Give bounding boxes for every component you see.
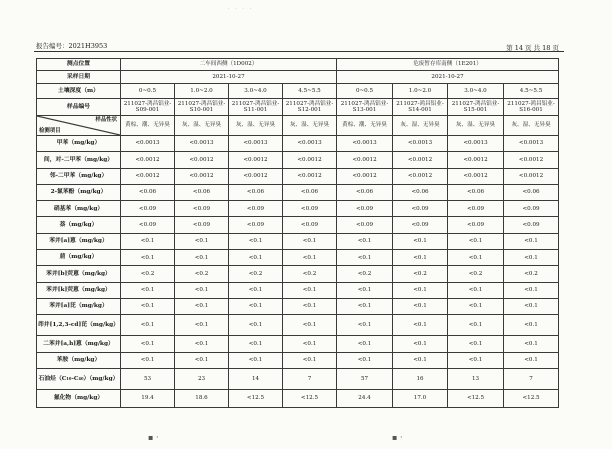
property-cell: 灰、湿、无异臭: [175, 116, 229, 136]
result-cell: <0.1: [121, 315, 175, 336]
analyte-name: 萘（mg/kg）: [37, 217, 121, 233]
result-cell: 24.4: [337, 389, 393, 407]
result-cell: 19.4: [121, 389, 175, 407]
result-cell: <0.0012: [229, 168, 283, 184]
result-cell: <0.09: [448, 217, 504, 233]
result-cell: <0.09: [504, 201, 559, 217]
depth-cell: 1.0~2.0: [393, 84, 448, 99]
sample-cell: 211027-鸿昌铝业-S13-001: [337, 99, 393, 116]
result-cell: <0.1: [393, 233, 448, 249]
result-cell: <0.1: [337, 282, 393, 298]
date-cell: 2021-10-27: [337, 71, 559, 84]
result-cell: <0.1: [175, 315, 229, 336]
result-cell: <0.09: [393, 217, 448, 233]
result-cell: <0.06: [337, 184, 393, 200]
date-row: [37, 71, 559, 84]
soil-test-table: [36, 58, 559, 408]
result-cell: <0.1: [121, 298, 175, 314]
analyte-name: 氟化物（mg/kg）: [37, 389, 121, 407]
result-cell: <0.1: [283, 282, 337, 298]
result-cell: <0.1: [393, 315, 448, 336]
result-cell: <0.0012: [175, 168, 229, 184]
result-cell: <12.5: [229, 389, 283, 407]
depth-cell: 0~0.5: [337, 84, 393, 99]
result-cell: <0.1: [121, 233, 175, 249]
result-cell: <0.1: [175, 282, 229, 298]
result-cell: <0.0013: [229, 136, 283, 152]
result-cell: 7: [283, 368, 337, 389]
date-cell: 2021-10-27: [121, 71, 337, 84]
result-cell: <0.1: [337, 352, 393, 368]
result-cell: <0.09: [393, 201, 448, 217]
result-cell: <0.1: [175, 352, 229, 368]
analyte-name: 硝基苯（mg/kg）: [37, 201, 121, 217]
result-cell: <0.2: [283, 266, 337, 282]
faint-top-mark: · · · ·: [228, 6, 254, 12]
result-cell: <0.1: [229, 282, 283, 298]
sample-cell: 211027-鸿昌铝业-S16-001: [504, 99, 559, 116]
result-cell: <0.2: [337, 266, 393, 282]
result-cell: 17.0: [393, 389, 448, 407]
result-cell: <0.0012: [175, 152, 229, 168]
result-cell: <0.0012: [337, 168, 393, 184]
site-cell: 二车间西侧（1D002）: [121, 59, 337, 71]
result-cell: <0.09: [121, 217, 175, 233]
result-cell: <0.0013: [121, 136, 175, 152]
result-cell: <0.1: [504, 250, 559, 266]
result-cell: <0.0012: [283, 168, 337, 184]
property-row: [37, 116, 559, 136]
analyte-name: 二苯并[a,h]蒽（mg/kg）: [37, 336, 121, 352]
analyte-name: 苯并[a]蒽（mg/kg）: [37, 233, 121, 249]
result-cell: <0.09: [448, 201, 504, 217]
result-cell: <0.1: [393, 352, 448, 368]
result-cell: <0.0013: [283, 136, 337, 152]
analyte-row: [37, 152, 559, 168]
site-label: 测点位置: [37, 59, 121, 71]
result-cell: <0.0012: [121, 168, 175, 184]
sample-cell: 211027-鸿昌铝业-S10-001: [175, 99, 229, 116]
property-cell: 灰、湿、无异臭: [229, 116, 283, 136]
analyte-row: [37, 389, 559, 407]
result-cell: 23: [175, 368, 229, 389]
property-cell: 灰、湿、无异臭: [448, 116, 504, 136]
sample-cell: 211027-鸿昌铝业-S09-001: [121, 99, 175, 116]
sample-cell: 211027-鸿昌铝业-S14-001: [393, 99, 448, 116]
result-cell: <0.1: [121, 282, 175, 298]
result-cell: <0.1: [283, 250, 337, 266]
result-cell: <0.1: [229, 298, 283, 314]
result-cell: <0.1: [121, 336, 175, 352]
result-cell: <0.1: [504, 336, 559, 352]
result-cell: <0.09: [283, 217, 337, 233]
result-cell: <0.1: [448, 315, 504, 336]
result-cell: <0.0012: [448, 152, 504, 168]
date-label: 采样日期: [37, 71, 121, 84]
result-cell: <0.1: [283, 298, 337, 314]
result-cell: <0.0012: [121, 152, 175, 168]
analyte-name: 苯并[b]荧蒽（mg/kg）: [37, 266, 121, 282]
result-cell: <0.1: [393, 336, 448, 352]
property-cell: 黄棕、潮、无异臭: [337, 116, 393, 136]
result-cell: 14: [229, 368, 283, 389]
sample-row: [37, 99, 559, 116]
result-cell: <0.2: [448, 266, 504, 282]
result-cell: <0.0012: [337, 152, 393, 168]
result-cell: <0.09: [229, 217, 283, 233]
result-cell: <0.0013: [504, 136, 559, 152]
analyte-row: [37, 136, 559, 152]
result-cell: <0.1: [175, 298, 229, 314]
result-cell: <0.0013: [337, 136, 393, 152]
result-cell: <0.0012: [504, 152, 559, 168]
footer-mark-left: ▪ ·: [148, 433, 159, 442]
result-cell: <0.1: [175, 250, 229, 266]
result-cell: <0.1: [448, 233, 504, 249]
result-cell: <0.1: [504, 233, 559, 249]
result-cell: <0.09: [175, 201, 229, 217]
result-cell: 53: [121, 368, 175, 389]
result-cell: <0.1: [337, 336, 393, 352]
footer-mark-right: ▪ ·: [392, 433, 403, 442]
result-cell: <0.0013: [448, 136, 504, 152]
depth-row: [37, 84, 559, 99]
analyte-name: 石油烃（C₁₀-C₄₀）（mg/kg）: [37, 368, 121, 389]
analyte-name: 2-氯苯酚（mg/kg）: [37, 184, 121, 200]
result-cell: <0.1: [229, 233, 283, 249]
result-cell: <0.2: [393, 266, 448, 282]
analyte-name: 邻-二甲苯（mg/kg）: [37, 168, 121, 184]
result-cell: <0.1: [448, 250, 504, 266]
analyte-row: [37, 352, 559, 368]
result-cell: <12.5: [448, 389, 504, 407]
result-cell: <0.06: [121, 184, 175, 200]
result-cell: <0.0012: [504, 168, 559, 184]
analyte-row: [37, 368, 559, 389]
result-cell: <0.1: [504, 282, 559, 298]
analyte-row: [37, 298, 559, 314]
table-body: [37, 59, 559, 408]
result-cell: <0.1: [229, 250, 283, 266]
result-cell: <0.0012: [448, 168, 504, 184]
depth-cell: 3.0~4.0: [229, 84, 283, 99]
result-cell: <0.1: [337, 315, 393, 336]
result-cell: <0.0012: [393, 168, 448, 184]
analyte-name: 间，对-二甲苯（mg/kg）: [37, 152, 121, 168]
result-cell: <0.09: [283, 201, 337, 217]
result-cell: <0.1: [393, 282, 448, 298]
sample-cell: 211027-鸿昌铝业-S15-001: [448, 99, 504, 116]
result-cell: 7: [504, 368, 559, 389]
result-cell: <0.1: [229, 352, 283, 368]
test-item-label: 检测项目: [39, 127, 61, 134]
diagonal-header-cell: [37, 116, 121, 136]
result-cell: <0.06: [504, 184, 559, 200]
property-cell: 黄棕、潮、无异臭: [121, 116, 175, 136]
depth-cell: 4.5~5.5: [283, 84, 337, 99]
result-cell: <0.06: [175, 184, 229, 200]
sample-label: 样品编号: [37, 99, 121, 116]
analyte-row: [37, 250, 559, 266]
result-cell: <0.1: [504, 298, 559, 314]
analyte-name: 茚并[1,2,3-cd]芘（mg/kg）: [37, 315, 121, 336]
result-cell: <0.1: [283, 352, 337, 368]
depth-label: 土壤深度（m）: [37, 84, 121, 99]
result-cell: <0.1: [283, 233, 337, 249]
result-cell: 57: [337, 368, 393, 389]
sample-cell: 211027-鸿昌铝业-S11-001: [229, 99, 283, 116]
result-cell: <0.1: [337, 250, 393, 266]
result-cell: <0.0012: [283, 152, 337, 168]
result-cell: <0.09: [504, 217, 559, 233]
depth-cell: 4.5~5.5: [504, 84, 559, 99]
result-cell: <0.1: [229, 336, 283, 352]
property-cell: 灰、湿、无异臭: [283, 116, 337, 136]
analyte-row: [37, 201, 559, 217]
result-cell: <0.1: [393, 298, 448, 314]
site-cell: 危废暂存库南侧（1E201）: [337, 59, 559, 71]
result-cell: <0.0013: [393, 136, 448, 152]
result-cell: <0.1: [448, 336, 504, 352]
analyte-name: 苯并[k]荧蒽（mg/kg）: [37, 282, 121, 298]
result-cell: <0.1: [393, 250, 448, 266]
analyte-name: 甲苯（mg/kg）: [37, 136, 121, 152]
result-cell: <0.1: [448, 282, 504, 298]
result-cell: <0.1: [283, 336, 337, 352]
analyte-row: [37, 282, 559, 298]
property-cell: 灰、湿、无异臭: [393, 116, 448, 136]
result-cell: <0.2: [175, 266, 229, 282]
result-cell: <0.1: [121, 352, 175, 368]
analyte-row: [37, 266, 559, 282]
property-cell: 灰、湿、无异臭: [504, 116, 559, 136]
result-cell: <0.1: [175, 233, 229, 249]
result-cell: <0.1: [337, 298, 393, 314]
result-cell: 13: [448, 368, 504, 389]
result-cell: <0.09: [175, 217, 229, 233]
depth-cell: 3.0~4.0: [448, 84, 504, 99]
result-cell: <0.09: [229, 201, 283, 217]
result-cell: <0.1: [448, 352, 504, 368]
result-cell: <0.06: [393, 184, 448, 200]
result-cell: <12.5: [504, 389, 559, 407]
result-cell: <0.0012: [393, 152, 448, 168]
analyte-row: [37, 315, 559, 336]
result-cell: <0.1: [229, 315, 283, 336]
result-cell: <0.1: [504, 352, 559, 368]
result-cell: <0.1: [448, 298, 504, 314]
result-cell: <0.1: [283, 315, 337, 336]
analyte-row: [37, 184, 559, 200]
site-row: [37, 59, 559, 71]
analyte-row: [37, 217, 559, 233]
result-cell: <12.5: [283, 389, 337, 407]
page-number: 第 14 页 共 18 页: [506, 44, 559, 52]
result-cell: <0.2: [504, 266, 559, 282]
result-cell: <0.1: [121, 250, 175, 266]
result-cell: <0.09: [121, 201, 175, 217]
depth-cell: 1.0~2.0: [175, 84, 229, 99]
result-cell: <0.1: [504, 315, 559, 336]
analyte-name: 苯并[a]芘（mg/kg）: [37, 298, 121, 314]
result-cell: <0.1: [175, 336, 229, 352]
result-cell: 16: [393, 368, 448, 389]
sample-cell: 211027-鸿昌铝业-S12-001: [283, 99, 337, 116]
result-cell: <0.06: [229, 184, 283, 200]
depth-cell: 0~0.5: [121, 84, 175, 99]
result-cell: <0.2: [121, 266, 175, 282]
property-label: 样品性状: [95, 117, 117, 123]
analyte-row: [37, 233, 559, 249]
result-cell: <0.06: [283, 184, 337, 200]
report-number: 报告编号：2021H3953: [36, 42, 108, 50]
result-cell: <0.1: [337, 233, 393, 249]
analyte-name: 苯胺（mg/kg）: [37, 352, 121, 368]
result-cell: <0.09: [337, 201, 393, 217]
header-rule: [34, 51, 564, 52]
result-cell: <0.0012: [229, 152, 283, 168]
analyte-row: [37, 336, 559, 352]
result-cell: <0.06: [448, 184, 504, 200]
analyte-row: [37, 168, 559, 184]
result-cell: <0.09: [337, 217, 393, 233]
result-cell: <0.0013: [175, 136, 229, 152]
analyte-name: 䓛（mg/kg）: [37, 250, 121, 266]
result-cell: <0.2: [229, 266, 283, 282]
result-cell: 18.6: [175, 389, 229, 407]
